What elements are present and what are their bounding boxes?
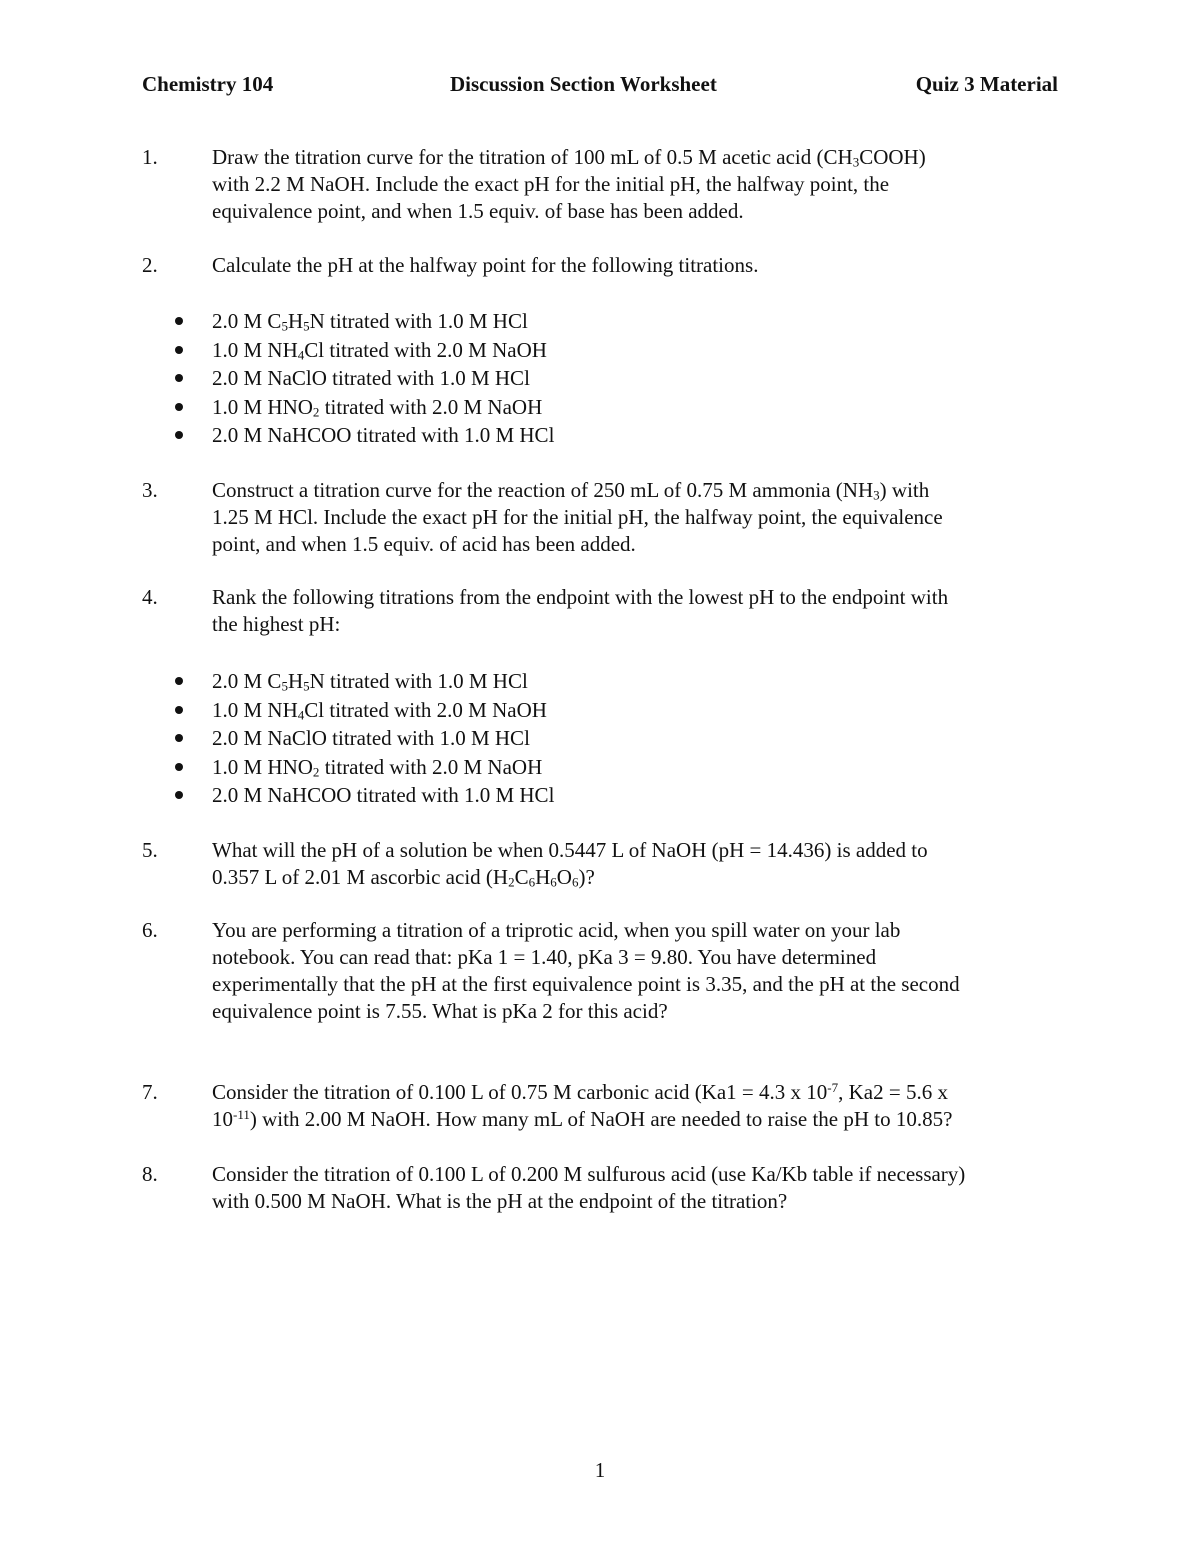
question-line: 1.25 M HCl. Include the exact pH for the initial pH, the halfway point, the equivalence (212, 505, 943, 529)
question-text (212, 252, 1062, 279)
list-item-text (212, 667, 528, 696)
question-text (212, 837, 1062, 891)
list-item (172, 421, 872, 450)
text-run: H (535, 865, 551, 889)
page-header (142, 72, 1058, 102)
text-run: 0.357 L of 2.01 M ascorbic acid (H (212, 865, 509, 889)
question-line: with 0.500 M NaOH. What is the pH at the endpoint of the titration? (212, 1189, 788, 1213)
text-run: O (556, 865, 572, 889)
text-run: 1.0 M NH (212, 337, 298, 362)
question-text (212, 1161, 1062, 1215)
question-text (212, 917, 1062, 1025)
question-line: Rank the following titrations from the endpoint with the lowest pH to the endpoint with (212, 585, 949, 609)
list-item (172, 753, 872, 782)
titration-list-2 (172, 667, 872, 810)
list-item (172, 307, 872, 336)
bullet-icon (175, 403, 183, 411)
superscript: -7 (827, 1079, 839, 1095)
subscript: 5 (303, 318, 310, 334)
subscript: 5 (303, 678, 310, 694)
text-run: Cl titrated with 2.0 M NaOH (304, 697, 547, 722)
text-run: titrated with 2.0 M NaOH (319, 394, 543, 419)
list-item-text (212, 307, 528, 336)
question-line: Consider the titration of 0.100 L of 0.200 M sulfurous acid (use Ka/Kb table if necessary) (212, 1162, 966, 1186)
text-run: COOH) (859, 145, 926, 169)
question-line: equivalence point, and when 1.5 equiv. of base has been added. (212, 199, 744, 223)
question-line: with 2.2 M NaOH. Include the exact pH for the initial pH, the halfway point, the (212, 172, 890, 196)
titration-list-1 (172, 307, 872, 450)
question-line: point, and when 1.5 equiv. of acid has been added. (212, 532, 636, 556)
bullet-icon (175, 346, 183, 354)
list-item (172, 336, 872, 365)
question-text (212, 584, 1062, 638)
subscript: 2 (312, 404, 320, 420)
bullet-icon (175, 706, 183, 714)
text-run: Cl titrated with 2.0 M NaOH (304, 337, 547, 362)
question-text (212, 477, 1062, 558)
question-line (212, 477, 1062, 504)
text-run: Draw the titration curve for the titration of 100 mL of 0.5 M acetic acid (CH (212, 145, 853, 169)
text-run: 1.0 M HNO (212, 754, 313, 779)
text-run: titrated with 2.0 M NaOH (319, 754, 543, 779)
text-run: N titrated with 1.0 M HCl (309, 669, 528, 693)
question-text (212, 144, 1062, 225)
subscript: 5 (281, 318, 288, 334)
question-number: 6. (142, 918, 158, 942)
list-item-text (212, 753, 542, 782)
subscript: 2 (312, 764, 320, 780)
question-number: 4. (142, 585, 158, 609)
bullet-icon (175, 374, 183, 382)
text-run: H (287, 669, 304, 693)
text-run: 2.0 M C (212, 669, 282, 693)
list-item-text (212, 336, 547, 365)
text-run: C (514, 865, 529, 889)
text-run: ) with (879, 478, 930, 502)
text-run: H (287, 309, 304, 333)
worksheet-title: Discussion Section Worksheet (450, 72, 717, 96)
subscript: 6 (571, 874, 579, 890)
question-number: 1. (142, 145, 158, 169)
subscript: 5 (281, 678, 288, 694)
bullet-icon (175, 317, 183, 325)
question-line: equivalence point is 7.55. What is pKa 2 for this acid? (212, 999, 668, 1023)
question-line (212, 144, 1062, 171)
text-run: Consider the titration of 0.100 L of 0.75 M carbonic acid (Ka1 = 4.3 x 10 (212, 1080, 828, 1104)
question-line (212, 1106, 1062, 1133)
text-run: N titrated with 1.0 M HCl (309, 309, 528, 333)
text-run: Construct a titration curve for the reaction of 250 mL of 0.75 M ammonia (NH (212, 478, 874, 502)
list-item (172, 364, 872, 393)
bullet-icon (175, 763, 183, 771)
list-item-text: 2.0 M NaHCOO titrated with 1.0 M HCl (212, 423, 555, 447)
subscript: 6 (528, 874, 536, 890)
list-item-text: 2.0 M NaClO titrated with 1.0 M HCl (212, 726, 530, 750)
subscript: 4 (297, 347, 305, 363)
bullet-icon (175, 677, 183, 685)
list-item (172, 781, 872, 810)
course-name: Chemistry 104 (142, 72, 274, 96)
question-number: 8. (142, 1162, 158, 1186)
bullet-icon (175, 734, 183, 742)
question-line: Calculate the pH at the halfway point for the following titrations. (212, 253, 759, 277)
superscript: -11 (233, 1106, 250, 1122)
question-number: 5. (142, 838, 158, 862)
question-number: 2. (142, 253, 158, 277)
list-item-text (212, 393, 542, 422)
list-item-text: 2.0 M NaClO titrated with 1.0 M HCl (212, 366, 530, 390)
subscript: 2 (508, 874, 515, 890)
bullet-icon (175, 431, 183, 439)
question-line (212, 1079, 1062, 1106)
subscript: 6 (550, 874, 557, 890)
text-run: 1.0 M HNO (212, 394, 313, 419)
question-line: What will the pH of a solution be when 0.5447 L of NaOH (pH = 14.436) is added to (212, 838, 928, 862)
subscript: 3 (873, 487, 880, 503)
text-run: 2.0 M C (212, 309, 282, 333)
text-run: ) with 2.00 M NaOH. How many mL of NaOH are needed to raise the pH to 10.85? (249, 1107, 953, 1131)
text-run: 1.0 M NH (212, 697, 298, 722)
question-text (212, 1079, 1062, 1133)
list-item-text: 2.0 M NaHCOO titrated with 1.0 M HCl (212, 783, 555, 807)
subscript: 3 (852, 154, 860, 170)
list-item (172, 393, 872, 422)
page-number: 1 (594, 1458, 606, 1482)
question-line (212, 864, 1062, 891)
list-item-text (212, 696, 547, 725)
question-line: experimentally that the pH at the first equivalence point is 3.35, and the pH at the second (212, 972, 960, 996)
bullet-icon (175, 791, 183, 799)
quiz-material-label: Quiz 3 Material (915, 72, 1058, 96)
list-item (172, 667, 872, 696)
text-run: , Ka2 = 5.6 x (838, 1080, 948, 1104)
question-number: 7. (142, 1080, 158, 1104)
question-line: notebook. You can read that: pKa 1 = 1.40, pKa 3 = 9.80. You have determined (212, 945, 877, 969)
question-line: the highest pH: (212, 612, 341, 636)
subscript: 4 (297, 707, 305, 723)
text-run: 10 (212, 1107, 233, 1131)
list-item (172, 724, 872, 753)
text-run: )? (578, 865, 595, 889)
list-item (172, 696, 872, 725)
question-line: You are performing a titration of a triprotic acid, when you spill water on your lab (212, 918, 901, 942)
question-number: 3. (142, 478, 158, 502)
